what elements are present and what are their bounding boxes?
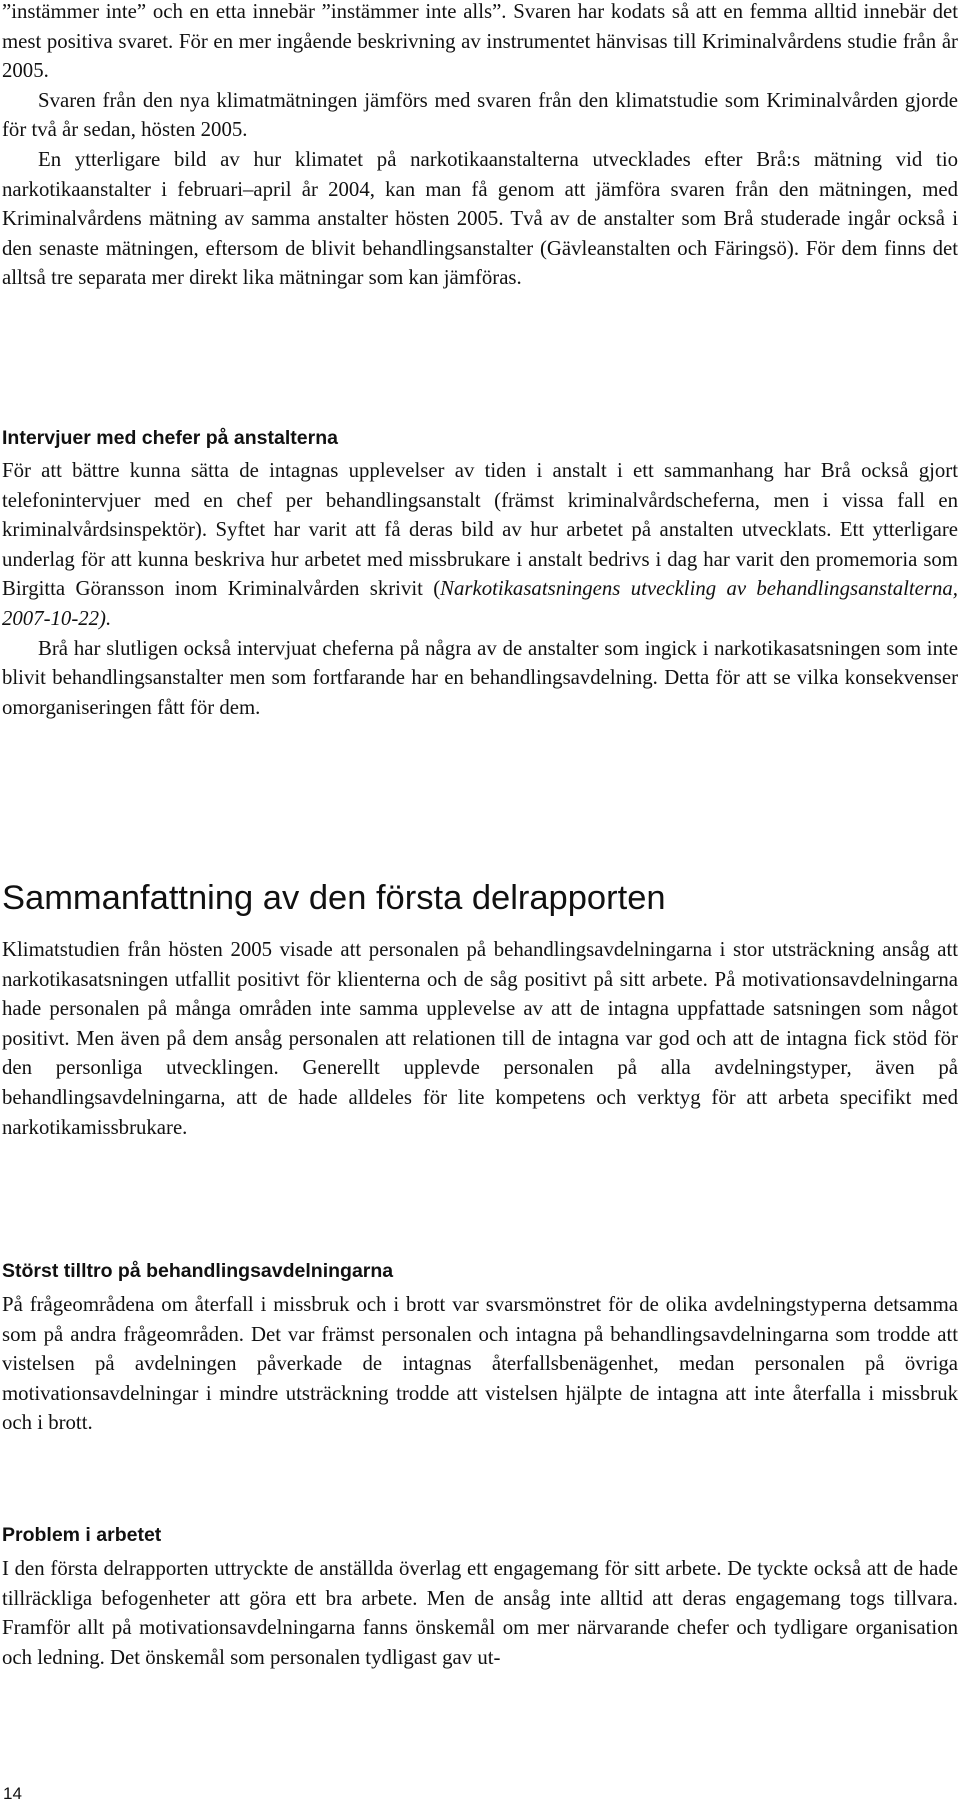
paragraph: [2, 456, 958, 634]
storst-tilltro-section: [2, 1290, 958, 1438]
document-title-italic: Narkotikasatsningens utveckling av behandlingsanstalterna, 2007-10-22).: [2, 577, 959, 630]
paragraph-text: För att bättre kunna sätta de intagnas upplevelser av tiden i anstalt i ett sammanhang har Brå också gjort telefonintervjuer med en chef per behandlingsanstalt (främst kriminalvårdscheferna, men i vissa fall en kriminalvårdsinspektör). Syftet har varit att få deras bild av hur arbetet på anstalten utvecklats. Ett ytterligare underlag för att kunna beskriva hur arbetet med missbrukare i anstalt bedrivs i dag har varit den promemoria som Birgitta Göransson inom Kriminalvården skrivit (: [2, 459, 958, 601]
paragraph: ”instämmer inte” och en etta innebär ”instämmer inte alls”. Svaren har kodats så att en femma alltid innebär det mest positiva svaret. För en mer ingående beskrivning av instrumentet hänvisas till Kriminalvårdens studie från år 2005.: [2, 0, 958, 83]
paragraph: Klimatstudien från hösten 2005 visade att personalen på behandlingsavdelningarna i stor utsträckning ansåg att narkotikasatsningen utfallit positivt för klienterna och de såg positivt på sitt arbete. På motivationsavdelningarna hade personalen på många områden inte samma upplevelse av att de intagna uppfattade satsningen som något positivt. Men även på dem ansåg personalen att relationen till de intagna var god och att de intagna fick stöd för den personliga utvecklingen. Generellt upplevde personalen på alla avdelningstyper, även på behandlingsavdelningarna, att de hade alldeles för lite kompetens och verktyg för att arbeta specifikt med narkotikamissbrukare.: [2, 938, 958, 1139]
intro-section: [2, 0, 958, 293]
paragraph: En ytterligare bild av hur klimatet på narkotikaanstalterna utvecklades efter Brå:s mätning vid tio narkotikaanstalter i februari–april år 2004, kan man få genom att jämföra svaren från den mätningen, med Kriminalvårdens mätning av samma anstalter hösten 2005. Två av de anstalter som Brå studerade ingår också i den senaste mätningen, eftersom de blivit behandlingsanstalter (Gävleanstalten och Färingsö). För dem finns det alltså tre separata mer direkt lika mätningar som kan jämföras.: [2, 147, 958, 290]
page-number: 14: [3, 1784, 22, 1803]
section-heading-problem: Problem i arbetet: [2, 1524, 162, 1546]
problem-section: [2, 1554, 958, 1672]
chapter-heading-sammanfattning: Sammanfattning av den första delrapporten: [2, 879, 666, 917]
paragraph: På frågeområdena om återfall i missbruk och i brott var svarsmönstret för de olika avdelningstyperna detsamma som på andra frågeområden. Det var främst personalen och intagna på behandlingsavdelningarna som trodde att vistelsen på avdelningen påverkade de intagnas återfallsbenägenhet, medan personalen på övriga motivationsavdelningar i mindre utsträckning trodde att vistelsen hjälpte de intagna att inte återfalla i missbruk och i brott.: [2, 1293, 958, 1435]
section-heading-intervjuer: Intervjuer med chefer på anstalterna: [2, 427, 338, 449]
intervjuer-section: [2, 456, 958, 722]
sammanfattning-section: [2, 935, 958, 1142]
section-heading-storst-tilltro: Störst tilltro på behandlingsavdelningarna: [2, 1260, 394, 1282]
paragraph: Brå har slutligen också intervjuat cheferna på några av de anstalter som ingick i narkotikasatsningen som inte blivit behandlingsanstalter men som fortfarande har en behandlingsavdelning. Detta för att se vilka konsekvenser omorganiseringen fått för dem.: [2, 636, 958, 719]
paragraph: I den första delrapporten uttryckte de anställda överlag ett engagemang för sitt arbete. De tyckte också att de hade tillräckliga befogenheter att göra ett bra arbete. Men de ansåg inte alltid att deras engagemang togs tillvara. Framför allt på motivationsavdelningarna fanns önskemål om mer närvarande chefer och tydligare organisation och ledning. Det önskemål som personalen tydligast gav ut-: [2, 1557, 958, 1669]
paragraph: Svaren från den nya klimatmätningen jämförs med svaren från den klimatstudie som Kriminalvården gjorde för två år sedan, hösten 2005.: [2, 88, 958, 142]
